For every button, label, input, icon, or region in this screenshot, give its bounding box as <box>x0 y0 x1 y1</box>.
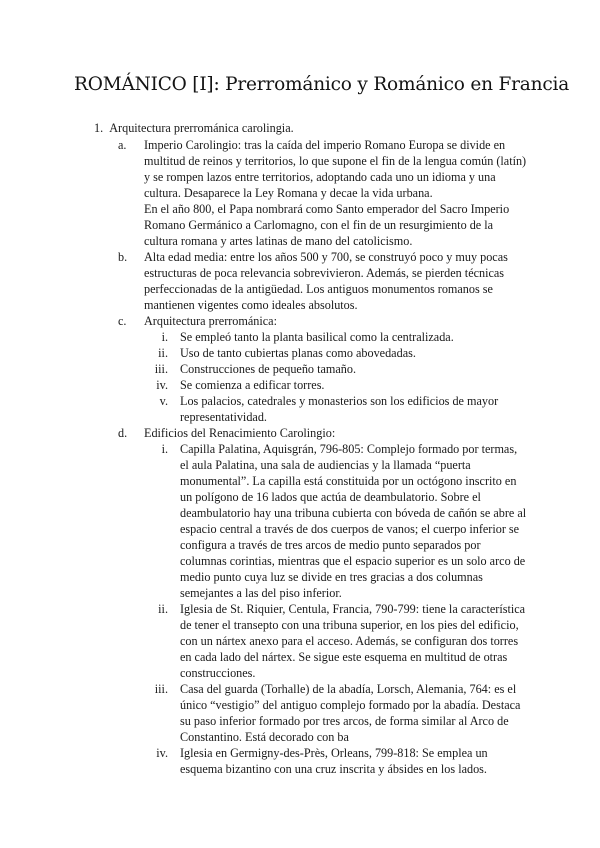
list-marker: c. <box>118 314 127 328</box>
sublist-marker: iii. <box>154 362 168 376</box>
sublist-item-torhalle: Casa del guarda (Torhalle) de la abadía, Lorsch, Alemania, 764: es el único “vestigio” del antiguo complejo formado por la abadía. Destaca su paso inferior formado por tres arcos, de forma similar al Arco de Constantino. Está decorado con ba <box>180 682 521 744</box>
sublist-marker: iv. <box>156 378 168 392</box>
sublist-item: Los palacios, catedrales y monasterios son los edificios de mayor representatividad. <box>180 394 499 424</box>
sublist-marker: iii. <box>154 682 168 696</box>
sublist-item-capilla-palatina: Capilla Palatina, Aquisgrán, 796-805: Complejo formado por termas, el aula Palatina, una sala de audiencias y la llamada “puerta monumental”. La capilla está constituida por un octógono inscrito en un polígono de 16 lados que actúa de deambulatorio. Sobre el deambulatorio hay una tribuna cubierta con bóveda de cañón se abre al espacio central a través de dos cuerpos de vanos; el cuerpo inferior se configura a través de tres arcos de medio punto separados por columnas corintias, mientras que el espacio superior es un solo arco de medio punto cuya luz se divide en tres gracias a dos columnas semejantes a las del piso inferior. <box>180 442 527 600</box>
sublist-item-st-riquier: Iglesia de St. Riquier, Centula, Francia, 790-799: tiene la característica de tener el transepto con una tribuna superior, en los pies del edificio, con un nártex anexo para el acceso. Además, se configuran dos torres en cada lado del nártex. Se sigue este esquema en multitud de otras construcciones. <box>180 602 526 680</box>
sublist-item: Se comienza a edificar torres. <box>180 378 325 392</box>
sublist-item: Se empleó tanto la planta basilical como la centralizada. <box>180 330 454 344</box>
list-marker: a. <box>118 138 127 152</box>
page-title: ROMÁNICO [I]: Prerrománico y Románico en Francia <box>74 74 570 95</box>
list-item-edificios-renacimiento: Edificios del Renacimiento Carolingio: <box>144 426 336 440</box>
list-item-alta-edad-media: Alta edad media: entre los años 500 y 700, se construyó poco y muy pocas estructuras de poca relevancia sobrevivieron. Además, se pierden técnicas perfeccionadas de la antigüedad. Los antiguos monumentos romanos se mantienen vigentes como ideales absolutos. <box>144 250 508 312</box>
list-item-arquitectura-prerromanica: Arquitectura prerrománica: <box>144 314 277 328</box>
section-number: 1. <box>94 121 104 135</box>
section-heading <box>94 120 514 136</box>
sublist-marker: ii. <box>158 346 168 360</box>
list-marker: b. <box>118 250 128 264</box>
sublist-marker: i. <box>161 442 168 456</box>
sublist-item: Uso de tanto cubiertas planas como abovedadas. <box>180 346 416 360</box>
list-marker: d. <box>118 426 128 440</box>
sublist-item-germigny: Iglesia en Germigny-des-Près, Orleans, 799-818: Se emplea un esquema bizantino con una cruz inscrita y ábsides en los lados. <box>180 746 488 776</box>
sublist-marker: v. <box>159 394 168 408</box>
sublist-marker: iv. <box>156 746 168 760</box>
sublist-item: Construcciones de pequeño tamaño. <box>180 362 356 376</box>
sublist-marker: ii. <box>158 602 168 616</box>
sublist-marker: i. <box>161 330 168 344</box>
paragraph: En el año 800, el Papa nombrará como Santo emperador del Sacro Imperio Romano Germánico a Carlomagno, con el fin de un resurgimiento de la cultura romana y artes latinas de mano del catolicismo. <box>144 202 510 248</box>
list-item-imperio-carolingio <box>144 137 528 249</box>
paragraph: Imperio Carolingio: tras la caída del imperio Romano Europa se divide en multitud de reinos y territorios, lo que supone el fin de la lengua común (latín) y se rompen lazos entre territorios, adoptando cada uno un idioma y una cultura. Desaparece la Ley Romana y decae la vida urbana. <box>144 138 527 200</box>
section-label: Arquitectura prerrománica carolingia. <box>109 121 294 135</box>
